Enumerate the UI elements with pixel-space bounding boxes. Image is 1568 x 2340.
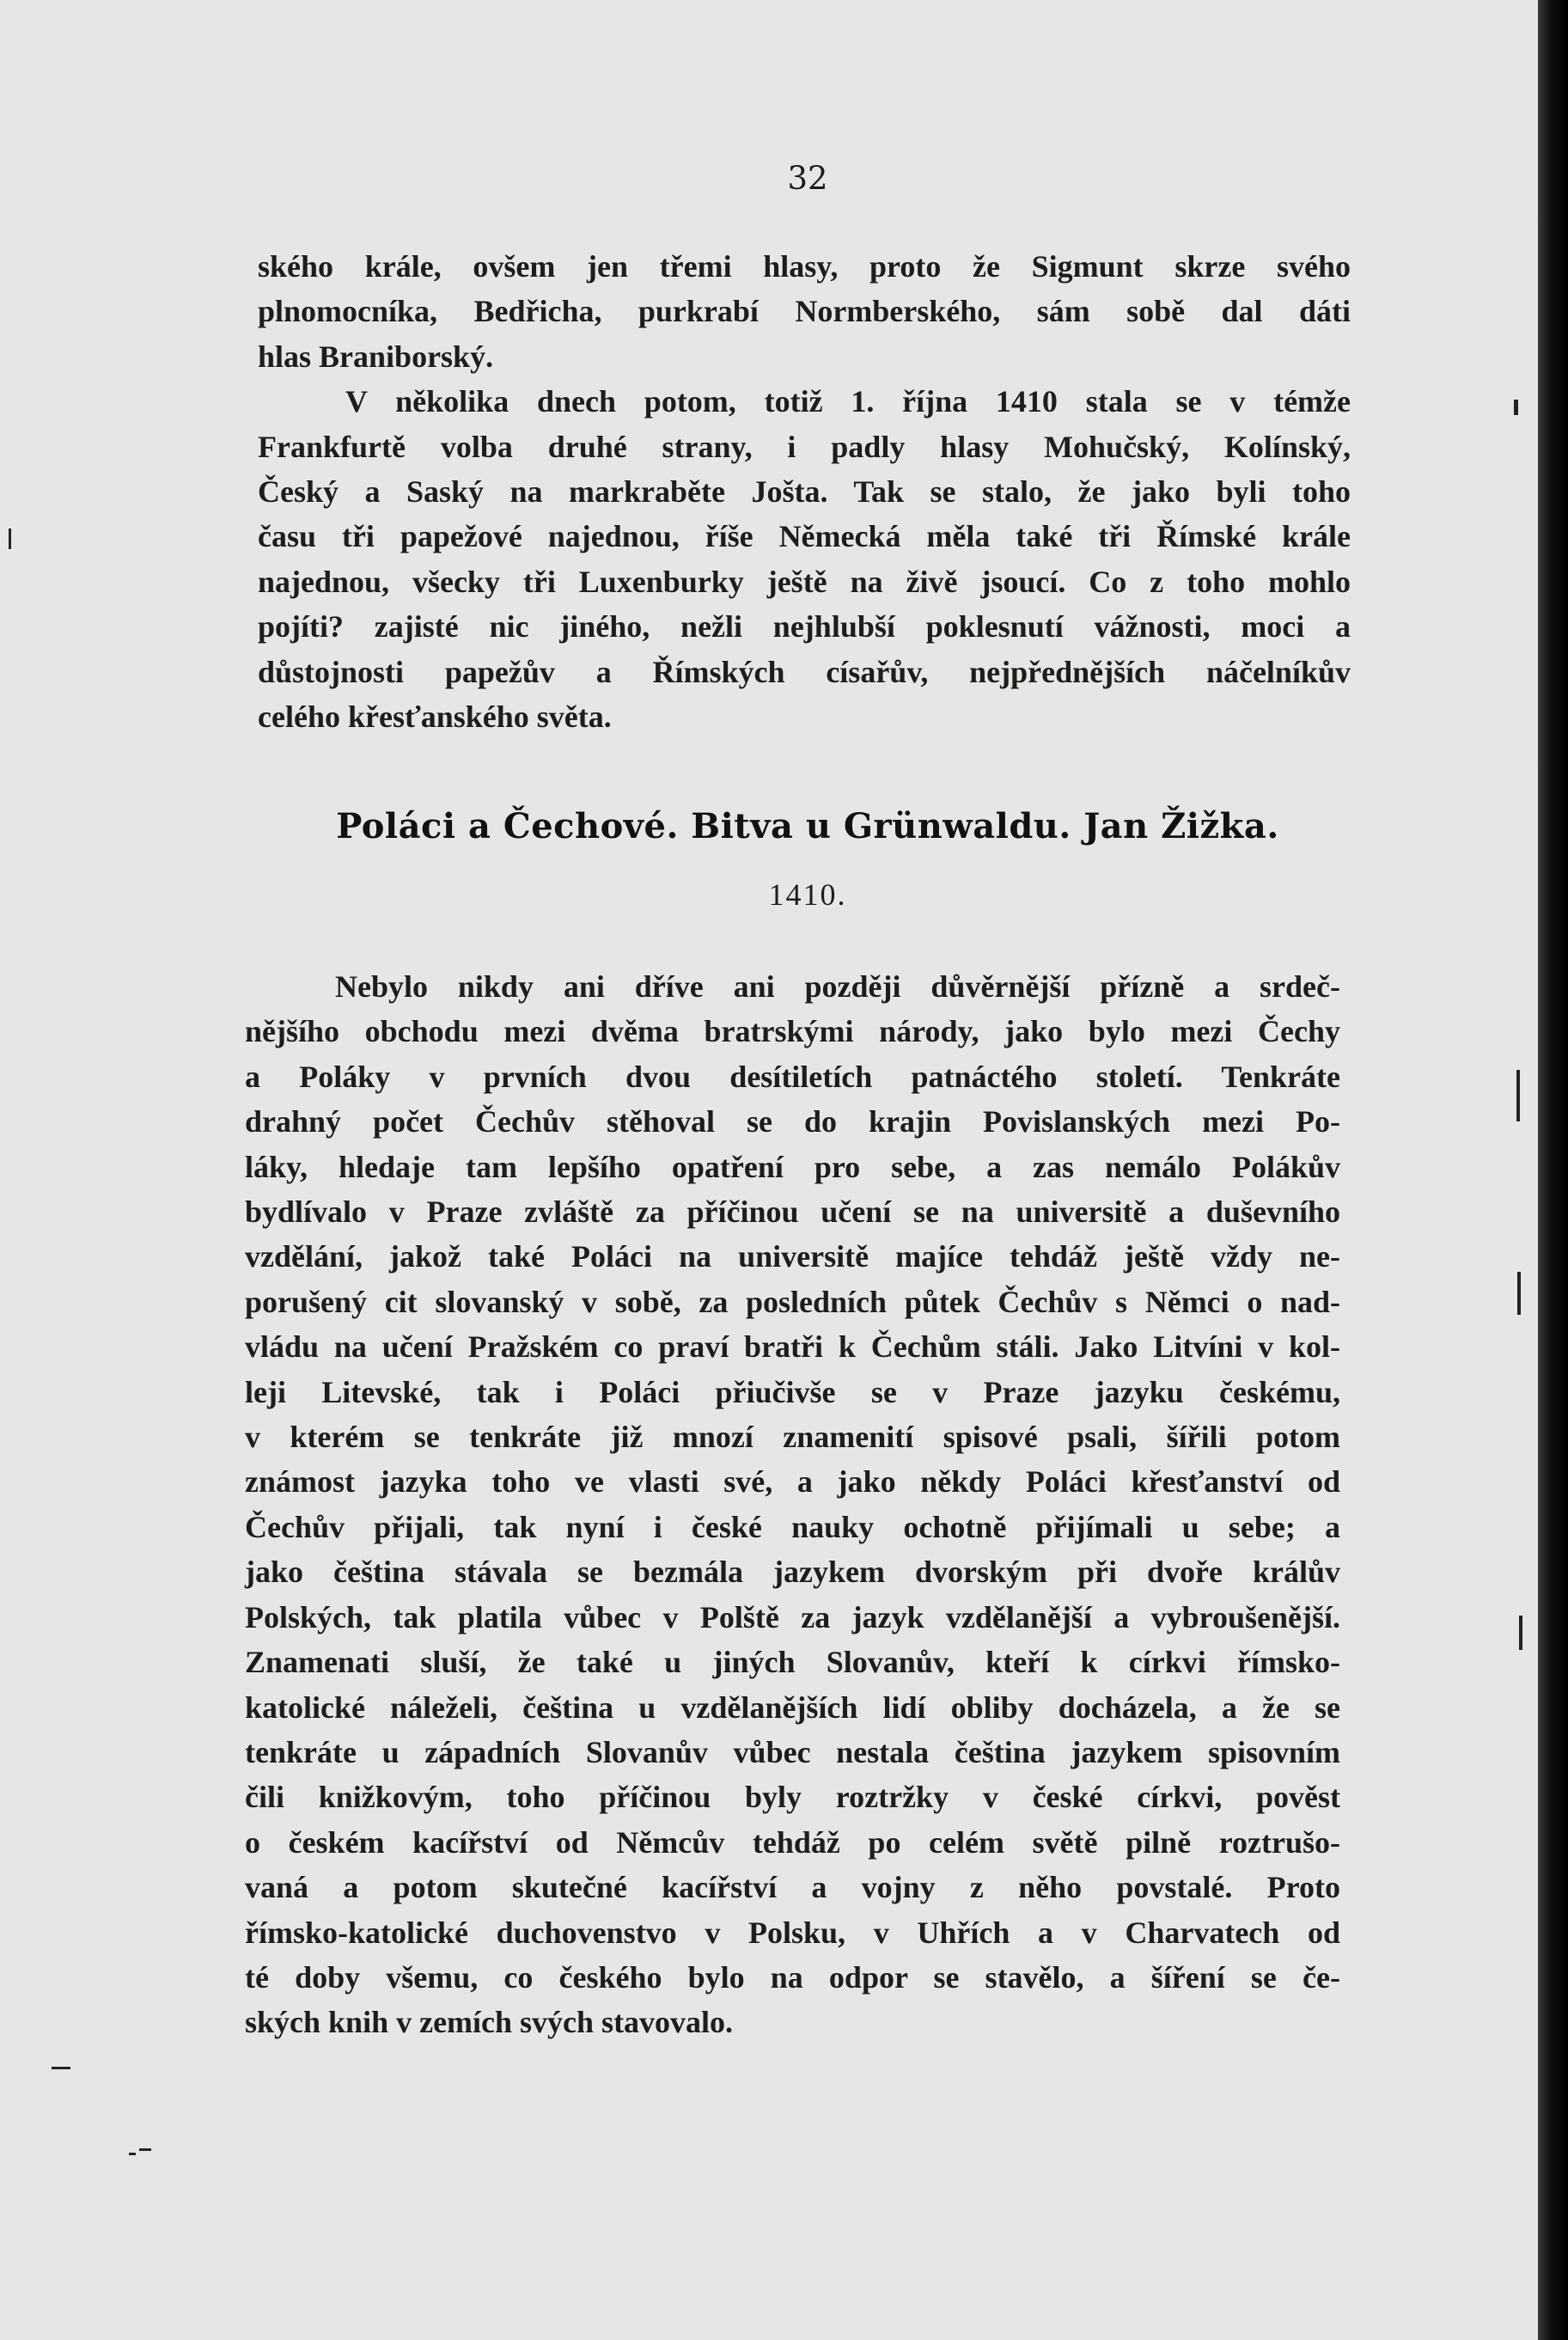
text-line: a Poláky v prvních dvou desítiletích patnáctého století. Tenkráte xyxy=(245,1059,1340,1094)
text-line: najednou, všecky tři Luxenburky ještě na živě jsoucí. Co z toho mohlo xyxy=(258,564,1351,599)
scan-mark xyxy=(139,2148,151,2151)
page-number: 32 xyxy=(787,160,828,197)
text-line: známost jazyka toho ve vlasti své, a jako někdy Poláci křesťanství od xyxy=(245,1464,1340,1500)
text-line: tenkráte u západních Slovanův vůbec nestala čeština jazykem spisovním xyxy=(245,1734,1340,1769)
text-line: leji Litevské, tak i Poláci přiučivše se v Praze jazyku českému, xyxy=(245,1374,1340,1409)
text-line: porušený cit slovanský v sobě, za posledních půtek Čechův s Němci o nad- xyxy=(245,1284,1340,1319)
text-line: v kterém se tenkráte již mnozí znamenití spisové psali, šířili potom xyxy=(245,1420,1340,1455)
main-text-block xyxy=(245,964,1340,2045)
text-line: římsko-katolické duchovenstvo v Polsku, v Uhřích a v Charvatech od xyxy=(245,1915,1340,1950)
text-line: vaná a potom skutečné kacířství a vojny z něho povstalé. Proto xyxy=(245,1870,1340,1905)
scan-mark xyxy=(1517,1272,1521,1315)
text-line: důstojnosti papežův a Římských císařův, nejpřednějších náčelníkův xyxy=(258,654,1351,689)
scan-mark xyxy=(9,528,11,549)
text-line: nějšího obchodu mezi dvěma bratrskými národy, jako bylo mezi Čechy xyxy=(245,1014,1340,1049)
text-line: bydlívalo v Praze zvláště za příčinou učení se na universitě a duševního xyxy=(245,1194,1340,1230)
scan-mark xyxy=(52,2067,70,2069)
scan-mark xyxy=(1514,400,1518,415)
section-year: 1410. xyxy=(768,877,847,912)
text-line: vzdělání, jakož také Poláci na universitě majíce tehdáž ještě vždy ne- xyxy=(245,1239,1340,1274)
text-line: Čechův přijali, tak nyní i české nauky ochotně přijímali u sebe; a xyxy=(245,1509,1340,1544)
text-line: pojíti? zajisté nic jiného, nežli nejhlubší poklesnutí vážnosti, moci a xyxy=(258,609,1351,645)
text-line: hlas Braniborský. xyxy=(258,339,494,374)
text-line: plnomocníka, Bedřicha, purkrabí Normberského, sám sobě dal dáti xyxy=(258,294,1351,329)
text-line: V několika dnech potom, totiž 1. října 1410 stala se v témže xyxy=(345,384,1351,419)
text-line: vládu na učení Pražském co praví bratři k Čechům stáli. Jako Litvíni v kol- xyxy=(245,1329,1340,1365)
scan-border xyxy=(1538,0,1568,2340)
text-line: času tři papežové najednou, říše Německá měla také tři Římské krále xyxy=(258,519,1351,554)
text-line: ských knih v zemích svých stavovalo. xyxy=(245,2005,734,2040)
scan-mark xyxy=(129,2153,136,2155)
text-line: Frankfurtě volba druhé strany, i padly hlasy Mohučský, Kolínský, xyxy=(258,429,1351,464)
text-line: Polských, tak platila vůbec v Polště za jazyk vzdělanější a vybroušenější. xyxy=(245,1599,1340,1634)
text-line: Český a Saský na markraběte Jošta. Tak se stalo, že jako byli toho xyxy=(258,474,1351,510)
text-line: Nebylo nikdy ani dříve ani později důvěrnější přízně a srdeč- xyxy=(335,969,1340,1004)
scan-mark xyxy=(1516,1070,1520,1121)
top-text-block xyxy=(258,244,1351,739)
text-line: drahný počet Čechův stěhoval se do krajin Povislanských mezi Po- xyxy=(245,1104,1340,1139)
text-line: katolické náleželi, čeština u vzdělanějších lidí obliby docházela, a že se xyxy=(245,1689,1340,1725)
text-line: Znamenati sluší, že také u jiných Slovanův, kteří k církvi římsko- xyxy=(245,1645,1340,1680)
section-heading: Poláci a Čechové. Bitva u Grünwaldu. Jan Žižka. xyxy=(336,806,1279,846)
text-line: čili knižkovým, toho příčinou byly roztržky v české církvi, pověst xyxy=(245,1780,1340,1815)
text-line: celého křesťanského světa. xyxy=(258,700,612,735)
text-line: té doby všemu, co českého bylo na odpor se stavělo, a šíření se če- xyxy=(245,1959,1340,1995)
text-line: jako čeština stávala se bezmála jazykem dvorským při dvoře králův xyxy=(245,1555,1340,1590)
scan-mark xyxy=(1519,1616,1522,1650)
text-line: ského krále, ovšem jen třemi hlasy, proto že Sigmunt skrze svého xyxy=(258,249,1351,284)
text-line: o českém kacířství od Němcův tehdáž po celém světě pilně roztrušo- xyxy=(245,1824,1340,1860)
text-line: láky, hledaje tam lepšího opatření pro sebe, a zas nemálo Polákův xyxy=(245,1149,1340,1184)
